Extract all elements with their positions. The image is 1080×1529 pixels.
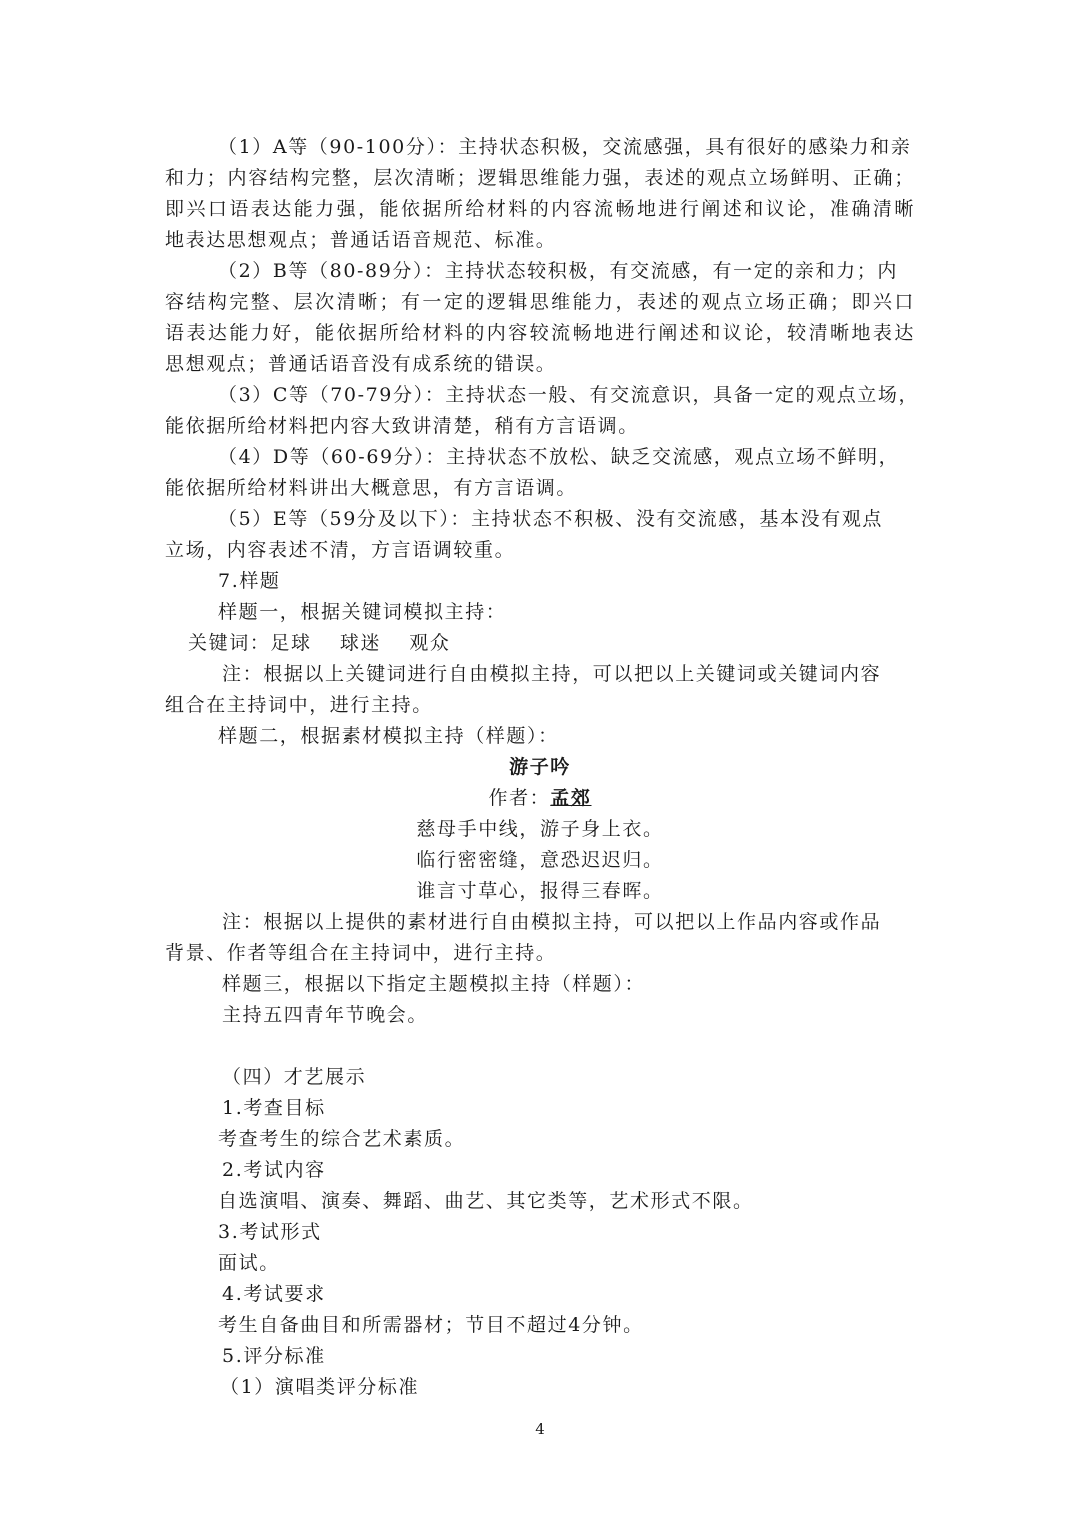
sample-q3-title: 样题三，根据以下指定主题模拟主持（样题）：: [222, 973, 646, 995]
poem-line-3: 谁言寸草心，报得三春晖。: [416, 880, 664, 902]
poem-author-name: 孟郊: [550, 787, 592, 809]
talent-item-2: 考查考生的综合艺术素质。: [218, 1128, 466, 1150]
talent-heading: （四）才艺展示: [222, 1066, 367, 1088]
sample-heading: 7.样题: [218, 570, 281, 592]
sample-q1-note-line-2: 组合在主持词中，进行主持。: [165, 694, 433, 716]
poem-author: [0, 783, 1080, 814]
talent-item-3: 2.考试内容: [222, 1159, 326, 1181]
sample-q3-topic: 主持五四青年节晚会。: [222, 1004, 429, 1026]
grade-d-line-2: 能依据所给材料讲出大概意思，有方言语调。: [165, 477, 578, 499]
talent-item-9: 5.评分标准: [222, 1345, 326, 1367]
poem-author-label: 作者：: [488, 787, 551, 809]
page-number: 4: [535, 1420, 545, 1438]
grade-b-line-4: 思想观点；普通话语音没有成系统的错误。: [165, 353, 557, 375]
sample-q2-note-line-1: 注：根据以上提供的素材进行自由模拟主持，可以把以上作品内容或作品: [222, 911, 882, 933]
grade-b-line-1: （2）B等（80-89分）：主持状态较积极，有交流感，有一定的亲和力；内: [218, 260, 898, 282]
grade-a-line-3: 即兴口语表达能力强，能依据所给材料的内容流畅地进行阐述和议论，准确清晰: [165, 198, 915, 220]
poem-line-1: 慈母手中线，游子身上衣。: [416, 818, 664, 840]
grade-b-line-2: 容结构完整、层次清晰；有一定的逻辑思维能力，表述的观点立场正确；即兴口: [165, 291, 915, 313]
grade-c-line-1: （3）C等（70-79分）：主持状态一般、有交流意识，具备一定的观点立场，: [218, 384, 920, 406]
grade-d-line-1: （4）D等（60-69分）：主持状态不放松、缺乏交流感，观点立场不鲜明，: [218, 446, 900, 468]
grade-a-line-4: 地表达思想观点；普通话语音规范、标准。: [165, 229, 557, 251]
talent-item-1: 1.考查目标: [222, 1097, 326, 1119]
talent-item-4: 自选演唱、演奏、舞蹈、曲艺、其它类等，艺术形式不限。: [218, 1190, 754, 1212]
sample-q1-title: 样题一，根据关键词模拟主持：: [218, 601, 507, 623]
sample-q2-note-line-2: 背景、作者等组合在主持词中，进行主持。: [165, 942, 557, 964]
talent-item-7: 4.考试要求: [222, 1283, 326, 1305]
sample-q2-title: 样题二，根据素材模拟主持（样题）：: [218, 725, 559, 747]
talent-item-6: 面试。: [218, 1252, 280, 1274]
grade-e-line-1: （5）E等（59分及以下）：主持状态不积极、没有交流感，基本没有观点: [218, 508, 884, 530]
grade-e-line-2: 立场，内容表述不清，方言语调较重。: [165, 539, 516, 561]
grade-c-line-2: 能依据所给材料把内容大致讲清楚，稍有方言语调。: [165, 415, 639, 437]
talent-item-5: 3.考试形式: [218, 1221, 322, 1243]
sample-q1-note-line-1: 注：根据以上关键词进行自由模拟主持，可以把以上关键词或关键词内容: [222, 663, 882, 685]
sample-q1-keywords: 关键词：足球 球迷 观众: [188, 632, 451, 654]
poem-title: 游子吟: [509, 756, 571, 778]
talent-item-10: （1）演唱类评分标准: [220, 1376, 420, 1398]
grade-a-line-1: （1）A等（90-100分）：主持状态积极，交流感强，具有很好的感染力和亲: [218, 136, 912, 158]
poem-line-2: 临行密密缝，意恐迟迟归。: [416, 849, 664, 871]
grade-a-line-2: 和力；内容结构完整，层次清晰；逻辑思维能力强，表述的观点立场鲜明、正确；: [165, 167, 915, 189]
talent-item-8: 考生自备曲目和所需器材；节目不超过4分钟。: [218, 1314, 644, 1336]
grade-b-line-3: 语表达能力好，能依据所给材料的内容较流畅地进行阐述和议论，较清晰地表达: [165, 322, 915, 344]
